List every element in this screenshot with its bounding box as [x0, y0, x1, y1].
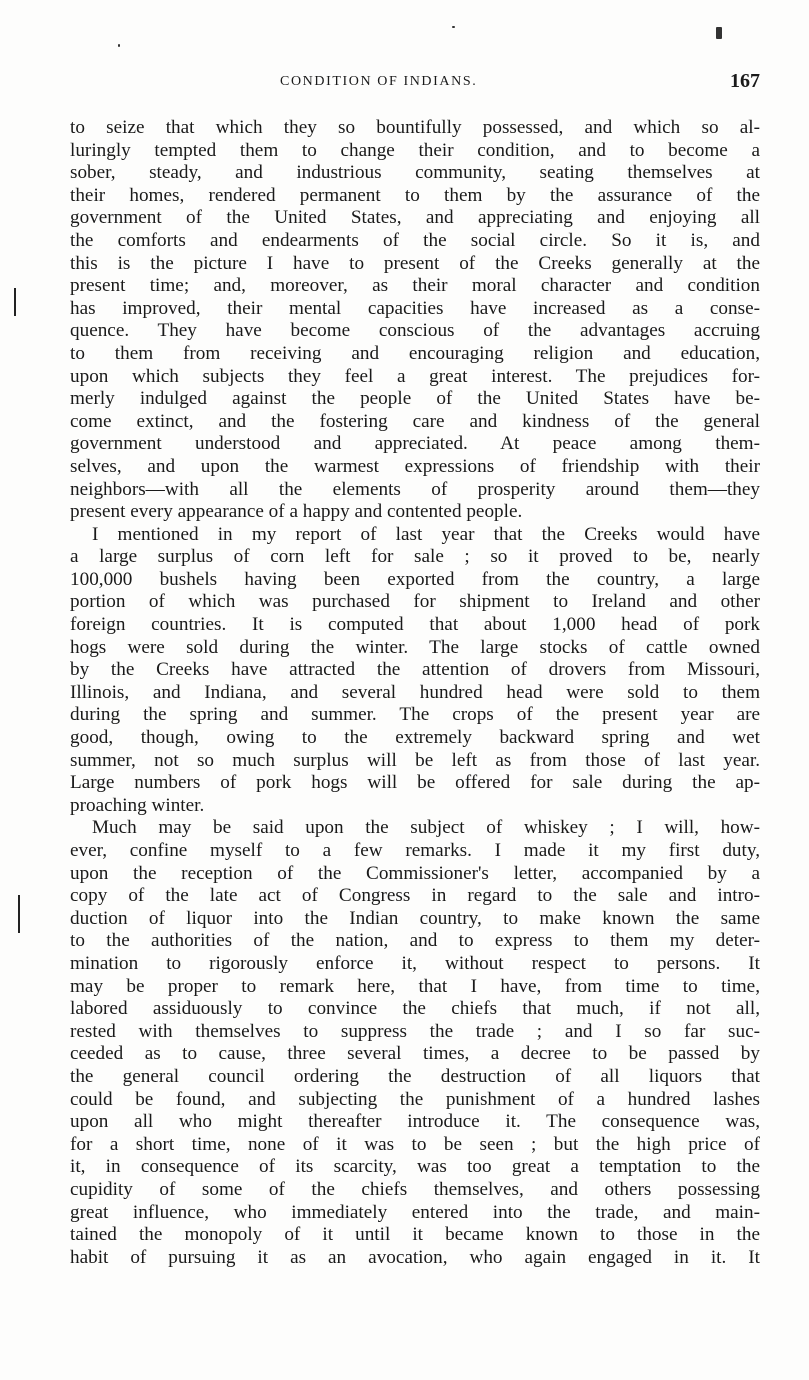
text-line: rested with themselves to suppress the trade ; and I so far suc- [70, 1020, 760, 1042]
text-line: could be found, and subjecting the punishment of a hundred lashes [70, 1088, 760, 1110]
text-line: sober, steady, and industrious community, seating themselves at [70, 162, 760, 184]
text-line: this is the picture I have to present of the Creeks generally at the [70, 252, 760, 274]
text-line: for a short time, none of it was to be seen ; but the high price of [70, 1133, 760, 1155]
text-line: hogs were sold during the winter. The large stocks of cattle owned [70, 636, 760, 658]
text-line: luringly tempted them to change their condition, and to become a [70, 139, 760, 161]
text-line: labored assiduously to convince the chiefs that much, if not all, [70, 998, 760, 1020]
text-line: the general council ordering the destruction of all liquors that [70, 1065, 760, 1087]
text-line: to the authorities of the nation, and to express to them my deter- [70, 930, 760, 952]
ink-speck [452, 26, 455, 28]
margin-mark [14, 288, 16, 316]
paragraph-end-line: proaching winter. [70, 794, 205, 816]
text-line: habit of pursuing it as an avocation, who again engaged in it. It [70, 1246, 760, 1268]
text-line: cupidity of some of the chiefs themselves, and others possessing [70, 1178, 760, 1200]
text-line: their homes, rendered permanent to them by the assurance of the [70, 184, 760, 206]
paragraph-end-line: present every appearance of a happy and contented people. [70, 501, 523, 523]
text-line: ceeded as to cause, three several times, a decree to be passed by [70, 1043, 760, 1065]
running-head: CONDITION OF INDIANS. [280, 74, 478, 89]
text-line: copy of the late act of Congress in regard to the sale and intro- [70, 885, 760, 907]
text-line: present time; and, moreover, as their moral character and condition [70, 275, 760, 297]
paragraph-start-line: I mentioned in my report of last year that the Creeks would have [92, 523, 760, 545]
page-header [70, 70, 760, 96]
text-line: portion of which was purchased for shipment to Ireland and other [70, 591, 760, 613]
text-line: summer, not so much surplus will be left as from those of last year. [70, 749, 760, 771]
text-line: upon the reception of the Commissioner's letter, accompanied by a [70, 862, 760, 884]
ink-speck [118, 44, 120, 47]
page-number: 167 [730, 70, 760, 92]
text-line: the comforts and endearments of the social circle. So it is, and [70, 229, 760, 251]
text-line: selves, and upon the warmest expressions of friendship with their [70, 455, 760, 477]
text-line: 100,000 bushels having been exported from the country, a large [70, 568, 760, 590]
text-line: come extinct, and the fostering care and kindness of the general [70, 410, 760, 432]
margin-mark [18, 895, 20, 933]
text-line: ever, confine myself to a few remarks. I made it my first duty, [70, 840, 760, 861]
text-line: to them from receiving and encouraging religion and education, [70, 342, 760, 364]
text-line: a large surplus of corn left for sale ; so it proved to be, nearly [70, 546, 760, 568]
text-line: government understood and appreciated. At peace among them- [70, 433, 760, 455]
text-line: during the spring and summer. The crops of the present year are [70, 704, 760, 726]
text-line: government of the United States, and appreciating and enjoying all [70, 207, 760, 229]
text-line: neighbors—with all the elements of prosperity around them—they [70, 478, 760, 500]
text-line: to seize that which they so bountifully possessed, and which so al- [70, 117, 760, 138]
text-line: Illinois, and Indiana, and several hundred head were sold to them [70, 681, 760, 703]
text-line: foreign countries. It is computed that about 1,000 head of pork [70, 614, 760, 636]
text-line: quence. They have become conscious of the advantages accruing [70, 320, 760, 342]
text-line: has improved, their mental capacities have increased as a conse- [70, 297, 760, 319]
text-line: it, in consequence of its scarcity, was too great a temptation to the [70, 1156, 760, 1178]
text-line: merly indulged against the people of the United States have be- [70, 388, 760, 410]
ink-mark [716, 27, 722, 39]
body-text [70, 117, 760, 1269]
paragraph-start-line: Much may be said upon the subject of whiskey ; I will, how- [92, 817, 760, 839]
text-line: duction of liquor into the Indian country, to make known the same [70, 907, 760, 929]
text-line: mination to rigorously enforce it, without respect to persons. It [70, 952, 760, 974]
text-line: Large numbers of pork hogs will be offered for sale during the ap- [70, 772, 760, 794]
text-line: great influence, who immediately entered into the trade, and main- [70, 1201, 760, 1223]
text-line: good, though, owing to the extremely backward spring and wet [70, 727, 760, 749]
text-line: upon which subjects they feel a great interest. The prejudices for- [70, 365, 760, 387]
text-line: upon all who might thereafter introduce it. The consequence was, [70, 1111, 760, 1133]
text-line: tained the monopoly of it until it became known to those in the [70, 1224, 760, 1246]
text-line: may be proper to remark here, that I have, from time to time, [70, 975, 760, 997]
text-line: by the Creeks have attracted the attention of drovers from Missouri, [70, 659, 760, 681]
